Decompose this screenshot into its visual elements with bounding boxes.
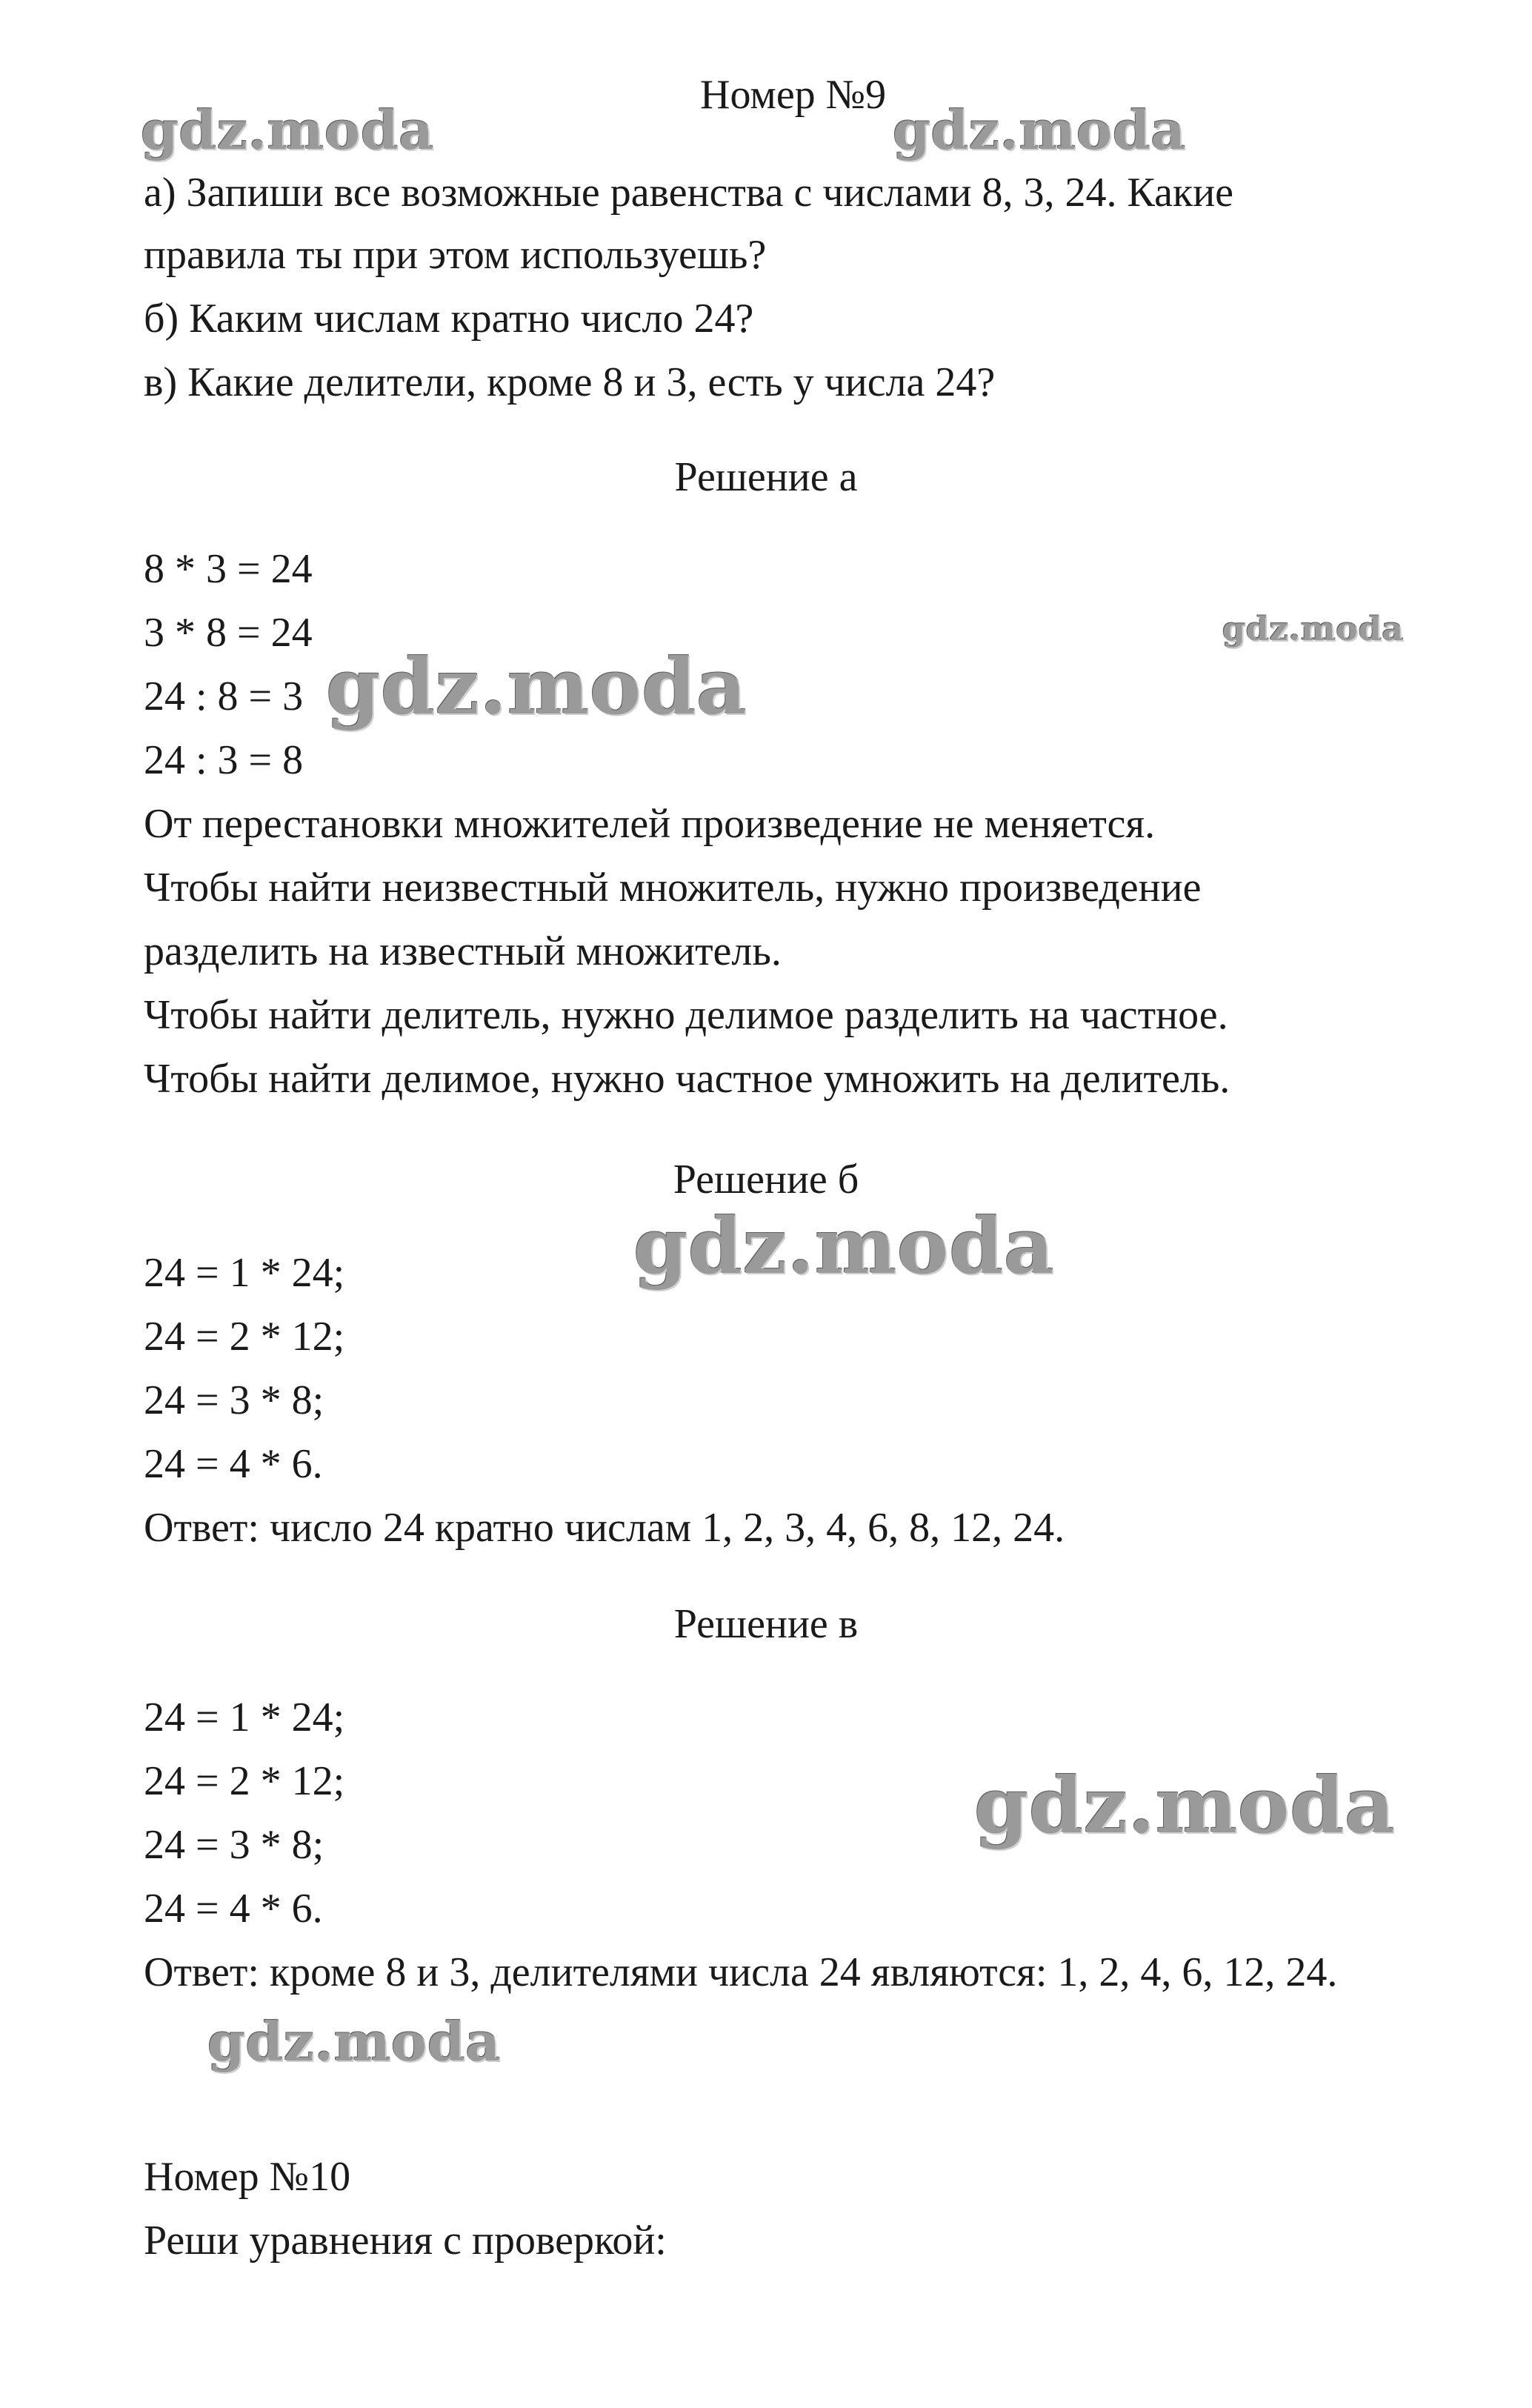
- solution-b-answer: Ответ: число 24 кратно числам 1, 2, 3, 4, 6, 8, 12, 24.: [144, 1505, 1065, 1551]
- solution-b-line: 24 = 2 * 12;: [144, 1314, 345, 1360]
- solution-a-line: Чтобы найти делимое, нужно частное умножить на делитель.: [144, 1056, 1230, 1102]
- solution-a-line: 24 : 3 = 8: [144, 737, 304, 783]
- solution-a-line: От перестановки множителей произведение не меняется.: [144, 801, 1156, 847]
- task10-title: Номер №10: [144, 2154, 351, 2200]
- solution-c-line: 24 = 2 * 12;: [144, 1758, 345, 1804]
- solution-b-line: 24 = 4 * 6.: [144, 1441, 323, 1487]
- solution-b-heading: Решение б: [673, 1157, 859, 1203]
- watermark: gdz.moda: [326, 641, 747, 732]
- task9-question-a-line1: а) Запиши все возможные равенства с числами 8, 3, 24. Какие: [144, 170, 1234, 216]
- task9-question-a-line2: правила ты при этом используешь?: [144, 232, 767, 278]
- task9-question-b: б) Каким числам кратно число 24?: [144, 296, 754, 342]
- solution-a-line: 8 * 3 = 24: [144, 546, 313, 592]
- solution-a-line: 24 : 8 = 3: [144, 673, 304, 719]
- solution-a-line: Чтобы найти неизвестный множитель, нужно произведение: [144, 865, 1202, 911]
- solution-a-line: Чтобы найти делитель, нужно делимое разделить на частное.: [144, 992, 1228, 1038]
- watermark: gdz.moda: [974, 1760, 1396, 1851]
- solution-c-heading: Решение в: [673, 1601, 859, 1647]
- solution-c-line: 24 = 1 * 24;: [144, 1694, 345, 1740]
- watermark: gdz.moda: [633, 1200, 1055, 1291]
- task10-text: Реши уравнения с проверкой:: [144, 2218, 667, 2264]
- watermark: gdz.moda: [141, 99, 434, 162]
- solution-c-answer: Ответ: кроме 8 и 3, делителями числа 24 являются: 1, 2, 4, 6, 12, 24.: [144, 1949, 1338, 1995]
- task9-title: Номер №9: [700, 72, 887, 118]
- solution-c-line: 24 = 3 * 8;: [144, 1822, 324, 1868]
- watermark: gdz.moda: [1222, 611, 1405, 648]
- solution-a-line: разделить на известный множитель.: [144, 928, 782, 974]
- watermark: gdz.moda: [893, 99, 1186, 162]
- solution-b-line: 24 = 1 * 24;: [144, 1250, 345, 1296]
- solution-b-line: 24 = 3 * 8;: [144, 1377, 324, 1423]
- solution-a-heading: Решение а: [674, 454, 858, 500]
- solution-a-line: 3 * 8 = 24: [144, 610, 313, 656]
- solution-c-line: 24 = 4 * 6.: [144, 1886, 323, 1932]
- task9-question-c: в) Какие делители, кроме 8 и 3, есть у числа 24?: [144, 359, 996, 405]
- watermark: gdz.moda: [207, 2010, 501, 2073]
